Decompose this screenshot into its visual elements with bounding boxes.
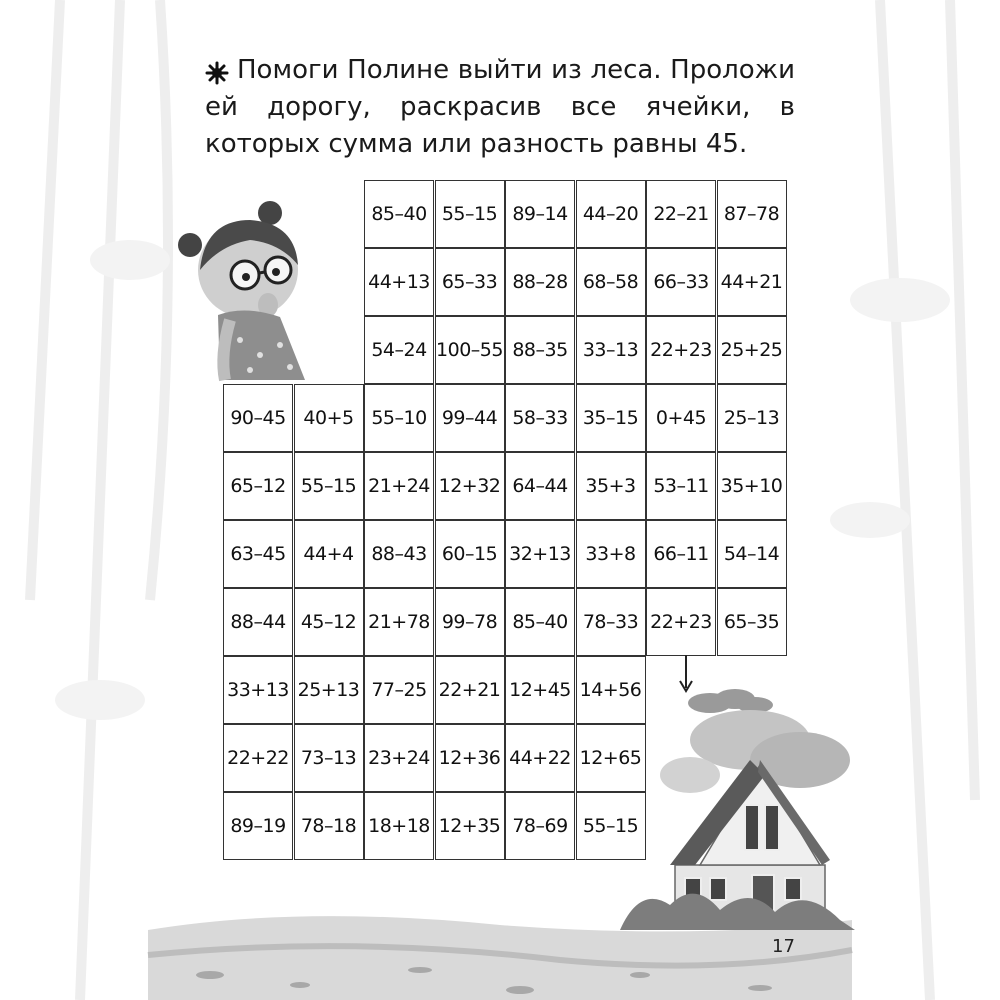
maze-cell[interactable]: 89–14 [505,180,575,248]
maze-cell[interactable]: 64–44 [505,452,575,520]
maze-cell[interactable]: 100–55 [435,316,505,384]
maze-cell[interactable]: 33+8 [576,520,646,588]
maze-cell[interactable]: 88–35 [505,316,575,384]
maze-cell[interactable]: 90–45 [223,384,293,452]
maze-cell[interactable]: 25–13 [717,384,787,452]
maze-cell[interactable]: 55–15 [576,792,646,860]
maze-cell[interactable]: 12+65 [576,724,646,792]
maze-cell[interactable]: 44–20 [576,180,646,248]
maze-cell[interactable]: 88–43 [364,520,434,588]
maze-cell[interactable]: 99–78 [435,588,505,656]
maze-cell[interactable]: 33–13 [576,316,646,384]
maze-cell[interactable]: 22+23 [646,316,716,384]
maze-cell[interactable]: 55–15 [435,180,505,248]
maze-cell[interactable]: 68–58 [576,248,646,316]
maze-cell[interactable]: 54–14 [717,520,787,588]
maze-cell[interactable]: 21+24 [364,452,434,520]
maze-cell[interactable]: 63–45 [223,520,293,588]
maze-cell[interactable]: 89–19 [223,792,293,860]
maze-cell[interactable]: 12+45 [505,656,575,724]
maze-cell[interactable]: 85–40 [505,588,575,656]
maze-cell[interactable]: 35+3 [576,452,646,520]
maze-cell[interactable]: 85–40 [364,180,434,248]
maze-cell[interactable]: 58–33 [505,384,575,452]
maze-cell[interactable]: 33+13 [223,656,293,724]
maze-cell[interactable]: 53–11 [646,452,716,520]
maze-cell[interactable]: 23+24 [364,724,434,792]
maze-cell[interactable]: 66–11 [646,520,716,588]
maze-cell[interactable]: 40+5 [294,384,364,452]
maze-cell[interactable]: 65–33 [435,248,505,316]
maze-cell[interactable]: 44+4 [294,520,364,588]
maze-cell[interactable]: 0+45 [646,384,716,452]
maze-cell[interactable]: 21+78 [364,588,434,656]
maze-cell[interactable]: 60–15 [435,520,505,588]
maze-cell[interactable]: 66–33 [646,248,716,316]
maze-cell[interactable]: 22+21 [435,656,505,724]
maze-cell[interactable]: 12+35 [435,792,505,860]
maze-cell[interactable]: 22+22 [223,724,293,792]
maze-cell[interactable]: 32+13 [505,520,575,588]
maze-cell[interactable]: 55–10 [364,384,434,452]
instruction-text: Помоги Полине выйти из леса. Проложи ей дорогу, раскрасив все ячейки, в которых сумма или разность равны 45. [205,55,795,159]
page-number: 17 [772,936,795,957]
maze-cell[interactable]: 25+13 [294,656,364,724]
maze-cell[interactable]: 12+36 [435,724,505,792]
maze-cell[interactable]: 22+23 [646,588,716,656]
maze-cell[interactable]: 12+32 [435,452,505,520]
maze-cell[interactable]: 14+56 [576,656,646,724]
maze-cell[interactable]: 18+18 [364,792,434,860]
maze-cell[interactable]: 78–69 [505,792,575,860]
maze-cell[interactable]: 44+22 [505,724,575,792]
maze-cell[interactable]: 45–12 [294,588,364,656]
maze-cell[interactable]: 44+21 [717,248,787,316]
maze-cell[interactable]: 78–18 [294,792,364,860]
maze-cell[interactable]: 88–44 [223,588,293,656]
maze-cell[interactable]: 35+10 [717,452,787,520]
maze-cell[interactable]: 87–78 [717,180,787,248]
maze-cell[interactable]: 22–21 [646,180,716,248]
maze-cell[interactable]: 54–24 [364,316,434,384]
maze-cell[interactable]: 78–33 [576,588,646,656]
maze-cell[interactable]: 35–15 [576,384,646,452]
maze-cell[interactable]: 44+13 [364,248,434,316]
maze-cell[interactable]: 65–35 [717,588,787,656]
maze-cell[interactable]: 73–13 [294,724,364,792]
maze-cell[interactable]: 55–15 [294,452,364,520]
maze-cell[interactable]: 65–12 [223,452,293,520]
maze-cell[interactable]: 88–28 [505,248,575,316]
house-illustration [600,680,860,930]
maze-cell[interactable]: 77–25 [364,656,434,724]
maze-cell[interactable]: 99–44 [435,384,505,452]
maze-cell[interactable]: 25+25 [717,316,787,384]
